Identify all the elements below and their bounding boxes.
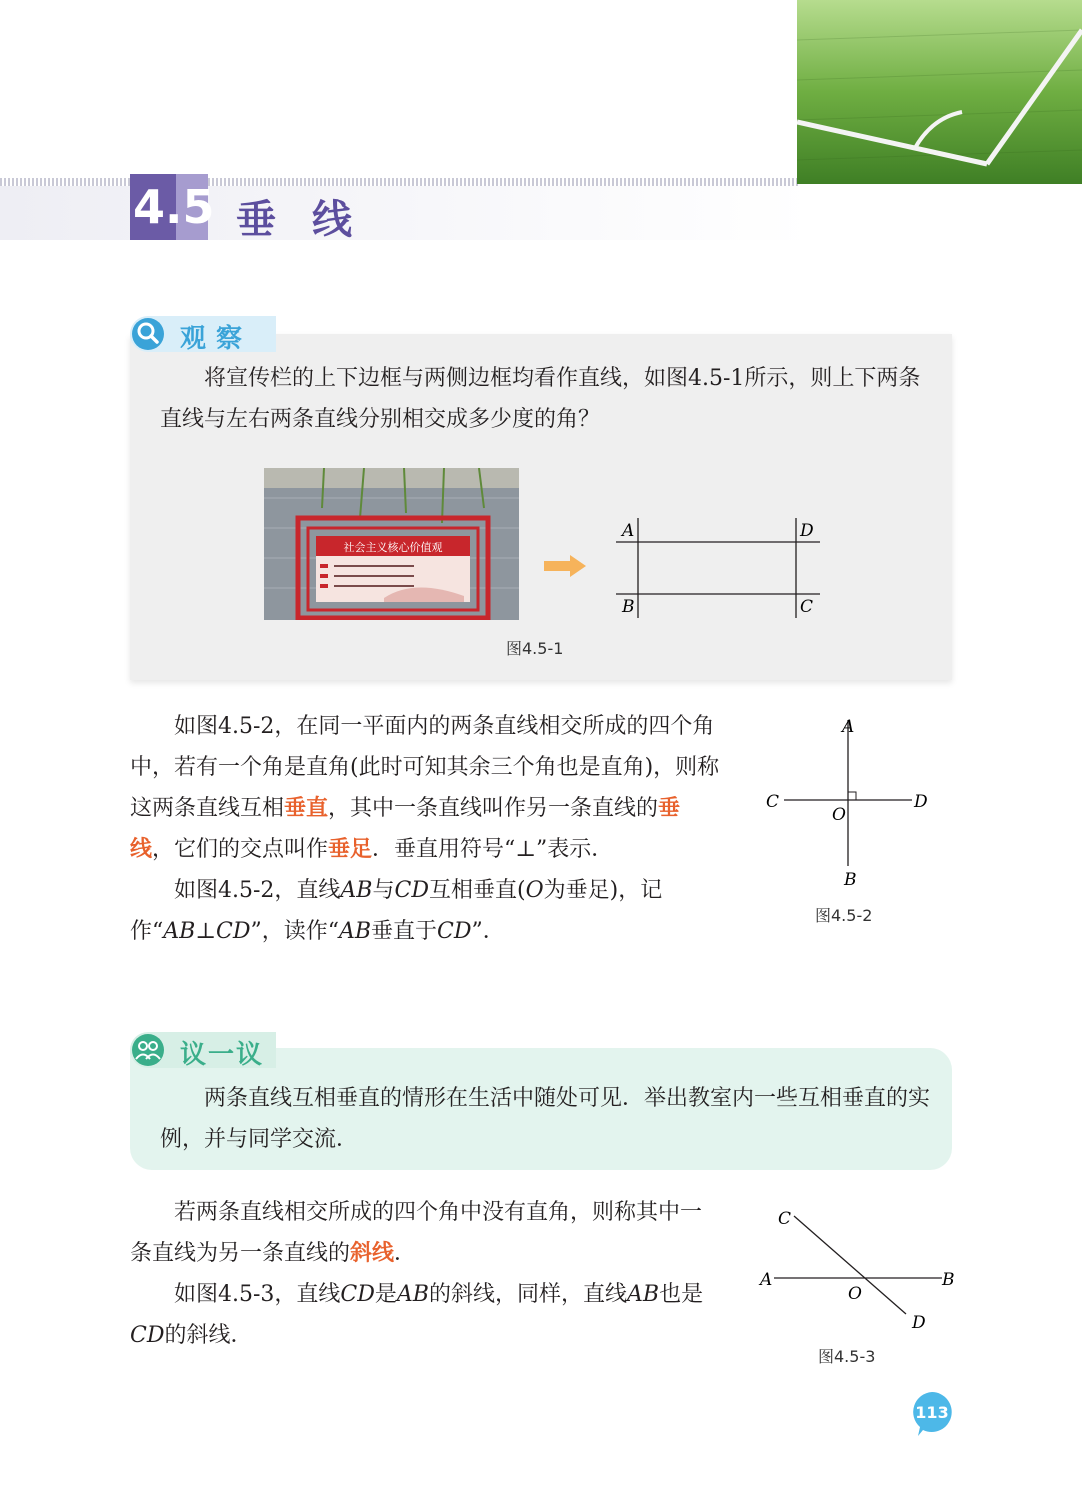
observe-tag [130, 316, 276, 352]
figure-caption-4-5-3: 图4.5-3 [818, 1347, 876, 1366]
point-label-o: O [832, 805, 846, 825]
term-foot-of-perpendicular: 垂足 [328, 836, 373, 862]
math-ab: AB [338, 919, 372, 944]
text-segment: 如图4.5-3，直线 [174, 1282, 341, 1307]
text-segment: 的斜线，同样，直线 [428, 1282, 627, 1307]
text-segment: ． [394, 1241, 417, 1266]
point-label-a: A [842, 717, 855, 737]
magnifier-icon [132, 318, 164, 350]
text-segment: 垂直于 [371, 919, 438, 944]
point-label-d: D [912, 1313, 926, 1333]
text-segment: 为垂足)，记作“ [130, 878, 663, 944]
oblique-section [130, 1192, 722, 1356]
notation-paragraph [130, 870, 722, 952]
point-label-b: B [844, 870, 857, 890]
math-cd: CD [130, 1323, 165, 1348]
math-perp-notation: AB⊥CD [163, 919, 251, 944]
point-label-c: C [778, 1209, 792, 1229]
point-label-b: B [942, 1270, 955, 1290]
text-segment: 如图4.5-2，直线 [174, 878, 341, 903]
figure-caption-4-5-2: 图4.5-2 [815, 906, 873, 925]
text-segment: ，它们的交点叫作 [152, 837, 329, 862]
math-cd: CD [437, 919, 472, 944]
text-segment: 若两条直线相交所成的四个角中没有直角，则称其中一条直线为另一条直线的 [130, 1200, 703, 1266]
oblique-definition [130, 1192, 722, 1274]
text-segment: ”． [471, 919, 505, 944]
point-label-c: C [800, 597, 814, 617]
soccer-field-photo [797, 0, 1082, 184]
point-label-d: D [914, 792, 928, 812]
point-label-a: A [622, 521, 635, 541]
bulletin-board-photo [264, 468, 519, 620]
text-segment: 如图4.5-2，在同一平面内的两条直线相交所成的四个角中，若有一个角是直角(此时可知其余三个角也是直角)，则称这两条直线互相 [130, 714, 720, 821]
text-segment: ”，读作“ [250, 919, 339, 944]
section-number: 4.5 [133, 180, 215, 234]
figure-caption-4-5-1: 图4.5-1 [506, 639, 564, 658]
text-segment: 与 [372, 878, 395, 903]
text-segment: 的斜线． [164, 1323, 253, 1348]
section-title: 垂线 [236, 197, 388, 243]
point-label-a: A [760, 1270, 773, 1290]
arrow-right-icon [542, 554, 588, 578]
math-ab: AB [627, 1282, 660, 1307]
text-segment: 互相垂直( [428, 878, 526, 903]
definition-paragraph [130, 706, 722, 870]
discuss-tag [130, 1032, 276, 1068]
definition-section [130, 706, 722, 952]
point-label-d: D [800, 521, 814, 541]
text-segment: 也是 [659, 1282, 704, 1307]
discuss-text: 两条直线互相垂直的情形在生活中随处可见．举出教室内一些互相垂直的实例，并与同学交流． [160, 1086, 931, 1152]
term-perpendicular-line: 垂线 [130, 795, 681, 862]
point-label-c: C [766, 792, 780, 812]
poster-text: 社会主义核心价值观 [343, 541, 443, 554]
math-o: O [525, 878, 544, 903]
page-number: 113 [915, 1403, 949, 1422]
math-ab: AB [340, 878, 373, 903]
term-oblique-line: 斜线 [350, 1240, 395, 1266]
math-cd: CD [340, 1282, 375, 1307]
page-number-badge [910, 1390, 954, 1434]
header-hatch-divider [0, 178, 800, 186]
observe-text: 将宣传栏的上下边框与两侧边框均看作直线，如图4.5-1所示，则上下两条直线与左右两条直线分别相交成多少度的角？ [160, 366, 921, 432]
math-ab: AB [396, 1282, 429, 1307]
oblique-example [130, 1274, 722, 1356]
text-segment: ．垂直用符号“⊥”表示． [372, 837, 614, 862]
discuss-tag-label: 议一议 [180, 1040, 265, 1070]
perpendicular-lines-figure [760, 714, 940, 894]
text-segment: ，其中一条直线叫作另一条直线的 [328, 796, 659, 821]
term-perpendicular: 垂直 [284, 795, 329, 821]
rectangle-lines-figure [600, 510, 830, 620]
math-cd: CD [394, 878, 429, 903]
point-label-o: O [848, 1284, 862, 1304]
people-icon [132, 1034, 164, 1066]
text-segment: 是 [374, 1282, 397, 1307]
point-label-b: B [622, 597, 635, 617]
oblique-lines-figure [756, 1204, 966, 1334]
observe-tag-label: 观察 [180, 324, 253, 354]
